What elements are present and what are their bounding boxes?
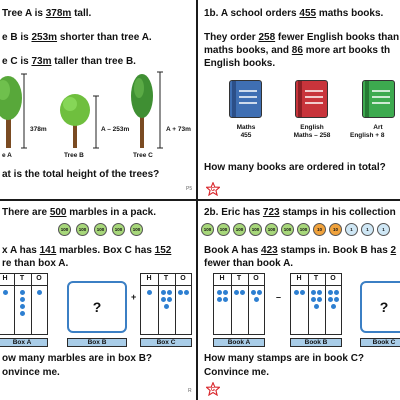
hundred-counter: 100 (265, 223, 278, 236)
tree-b-measure: A – 253m (101, 126, 130, 133)
box-c-label: Box C (140, 338, 192, 347)
q2a-title-text: There are (2, 207, 50, 218)
q1b-art-diff: 86 (291, 45, 303, 56)
counter-dot (334, 297, 339, 302)
q2a-question-1: ow many marbles are in box B? (2, 353, 153, 364)
q2a-page-marker: R (188, 388, 192, 394)
counter-dot (161, 297, 166, 302)
q1a-page-marker: P5 (186, 186, 193, 192)
q1b-line-3 (204, 46, 390, 56)
counter-dot (161, 290, 166, 295)
counter-dot (328, 290, 333, 295)
counter-dot (167, 290, 172, 295)
counter-dot (217, 290, 222, 295)
q1b-title-text: 1b. A school orders (204, 8, 300, 19)
q1b-maths-count: 455 (299, 8, 317, 19)
ones-header: O (180, 275, 186, 282)
q2b-stamp-count: 723 (262, 207, 280, 218)
book-b-place-value-grid (290, 273, 342, 335)
counter-dot (317, 297, 322, 302)
q2b-question-1: How many stamps are in book C? (204, 353, 365, 364)
q1a-line1-end: tall. (71, 8, 92, 19)
q1b-line2-text: They order (204, 32, 259, 43)
ten-counter: 10 (313, 223, 326, 236)
ten-counter: 10 (329, 223, 342, 236)
counter-dot (294, 290, 299, 295)
q1a-line-2 (2, 33, 152, 43)
q2b-title-end: stamps in his collection (279, 207, 396, 218)
hundred-counter: 100 (281, 223, 294, 236)
hundred-counter: 100 (94, 223, 107, 236)
counter-dot (3, 290, 8, 295)
tree-c-measure: A + 73m (166, 126, 191, 133)
hundred-counter: 100 (76, 223, 89, 236)
hundred-counter: 100 (201, 223, 214, 236)
counter-dot (37, 290, 42, 295)
tens-header: T (163, 275, 169, 282)
tree-b-icon (60, 94, 99, 148)
counter-dot (317, 290, 322, 295)
hundred-counter: 100 (130, 223, 143, 236)
q1b-english-diff: 258 (258, 32, 276, 43)
hundred-counter: 100 (297, 223, 310, 236)
counter-dot (334, 290, 339, 295)
art-book-name: Art (373, 124, 383, 131)
hundred-counter: 100 (217, 223, 230, 236)
q2b-line-3: fewer than book A. (204, 258, 294, 269)
q2b-book-b-diff: 2 (390, 245, 397, 256)
counter-dot (251, 290, 256, 295)
q1a-line-3 (2, 57, 136, 67)
counter-dot (184, 290, 189, 295)
hundred-counter: 100 (112, 223, 125, 236)
art-book-icon (362, 80, 395, 118)
q2a-line2-mid: marbles. Box C has (56, 245, 155, 256)
q1a-line2-text: e B is (2, 32, 32, 43)
q1a-height-a: 378m (45, 8, 72, 19)
tree-a-icon (0, 74, 27, 148)
tree-c-label: Tree C (133, 152, 153, 159)
q2a-box-a-count: 141 (39, 245, 57, 256)
q2b-question-2: Convince me. (204, 367, 270, 378)
q2b-title-text: 2b. Eric has (204, 207, 263, 218)
ones-header: O (330, 275, 336, 282)
q2b-line2-mid: stamps in. Book B has (277, 245, 391, 256)
q2a-title (2, 208, 156, 218)
ones-header: O (253, 275, 259, 282)
hundreds-header: H (296, 275, 302, 282)
counter-dot (167, 297, 172, 302)
box-b-label: Box B (67, 338, 127, 347)
tree-c-icon (131, 72, 163, 148)
hundreds-header: H (146, 275, 152, 282)
counter-dot (223, 297, 228, 302)
q1a-question: at is the total height of the trees? (2, 169, 160, 180)
book-b-label: Book B (290, 338, 342, 347)
q2a-question-2: onvince me. (2, 367, 60, 378)
counter-dot (311, 297, 316, 302)
trees-illustration (0, 70, 196, 160)
art-book-value: English + 8 (350, 132, 385, 139)
tree-b-label: Tree B (64, 152, 84, 159)
counter-dot (217, 297, 222, 302)
counter-dot (240, 290, 245, 295)
counter-dot (300, 290, 305, 295)
english-book-icon (295, 80, 328, 118)
q1a-diff-c: 73m (31, 56, 52, 67)
tens-header: T (236, 275, 242, 282)
one-counter: 1 (377, 223, 390, 236)
q2a-line-3: re than box A. (2, 258, 69, 269)
q1a-line2-end: shorter than tree A. (57, 32, 152, 43)
q1a-line-1 (2, 9, 91, 19)
q2b-star-label: G (211, 387, 215, 393)
counter-dot (20, 290, 25, 295)
plus-sign: + (131, 292, 137, 302)
book-a-label: Book A (213, 338, 265, 347)
maths-book-value: 455 (240, 132, 252, 139)
q2b-title (204, 208, 396, 218)
book-c-label: Book C (360, 338, 400, 347)
counter-dot (254, 297, 259, 302)
q2a-title-end: marbles in a pack. (66, 207, 156, 218)
hundreds-header: H (219, 275, 225, 282)
box-a-place-value-grid (0, 273, 48, 335)
hundred-counter: 100 (249, 223, 262, 236)
q1a-line3-end: taller than tree B. (51, 56, 136, 67)
box-c-place-value-grid (140, 273, 192, 335)
tree-a-label: e A (2, 152, 12, 159)
counter-dot (147, 290, 152, 295)
q2a-line-2 (2, 246, 171, 256)
q1a-diff-b: 253m (31, 32, 58, 43)
q1b-title (204, 9, 383, 19)
hundreds-header: H (2, 275, 8, 282)
horizontal-divider (0, 199, 400, 201)
q1b-star-label: G (211, 187, 215, 193)
counter-dot (234, 290, 239, 295)
one-counter: 1 (345, 223, 358, 236)
counter-dot (257, 290, 262, 295)
counter-dot (314, 304, 319, 309)
book-c-unknown: ? (360, 281, 400, 333)
one-counter: 1 (361, 223, 374, 236)
counter-dot (328, 297, 333, 302)
q1b-line-4: English books. (204, 58, 276, 69)
counter-dot (223, 290, 228, 295)
q1b-line3-text: maths books, and (204, 45, 292, 56)
counter-dot (20, 311, 25, 316)
hundred-counter: 100 (233, 223, 246, 236)
q2b-line-2 (204, 246, 396, 256)
q1a-line3-text: e C is (2, 56, 32, 67)
q1b-title-end: maths books. (316, 8, 384, 19)
maths-book-icon (229, 80, 262, 118)
box-a-label: Box A (0, 338, 48, 347)
q2a-line2-text: x A has (2, 245, 40, 256)
q1a-line1-text: Tree A is (2, 8, 46, 19)
q2b-line2-text: Book A has (204, 245, 262, 256)
q2a-pack-count: 500 (49, 207, 67, 218)
q1b-line2-end: fewer English books than (275, 32, 400, 43)
tens-header: T (19, 275, 25, 282)
hundred-counter: 100 (58, 223, 71, 236)
english-book-name: English (300, 124, 324, 131)
q2a-box-c-diff: 152 (154, 245, 172, 256)
q2b-book-a-count: 423 (261, 245, 278, 256)
q1b-line-2 (204, 33, 399, 43)
counter-dot (178, 290, 183, 295)
book-a-place-value-grid (213, 273, 265, 335)
box-b-unknown: ? (67, 281, 127, 333)
counter-dot (331, 304, 336, 309)
counter-dot (20, 297, 25, 302)
q1b-question: How many books are ordered in total? (204, 162, 386, 173)
english-book-value: Maths – 258 (293, 132, 331, 139)
counter-dot (311, 290, 316, 295)
counter-dot (20, 304, 25, 309)
tens-header: T (313, 275, 319, 282)
counter-dot (164, 304, 169, 309)
q1b-line3-end: more art books th (302, 45, 391, 56)
maths-book-name: Maths (236, 124, 256, 131)
ones-header: O (36, 275, 42, 282)
minus-sign: – (276, 292, 282, 302)
tree-a-measure: 378m (30, 126, 47, 133)
